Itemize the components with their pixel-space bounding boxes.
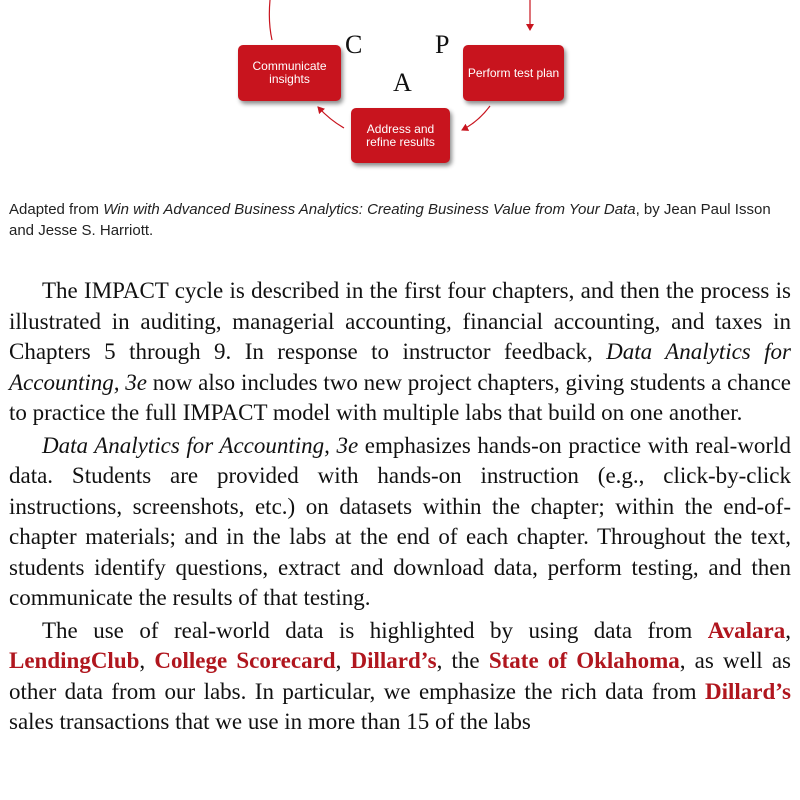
letter-p: P [435, 30, 450, 59]
p3-comma-3: , [335, 648, 351, 673]
paragraph-3 [9, 616, 791, 738]
link-state-of-oklahoma[interactable]: State of Oklahoma [488, 648, 680, 673]
p3-text-1: The use of real-world data is highlighted by using data from [42, 617, 708, 643]
p1-book-title: Data Analytics for Accounting, 3e [9, 339, 792, 395]
p3-text-3: , as well as other data from our labs. In particular, we emphasize the rich data from [9, 648, 791, 704]
p1-text-1: The IMPACT cycle is described in the first four chapters, and then the process is illustrated in auditing, managerial accounting, financial accounting, and taxes in Chapters 5 through 9. In response to instructor feedback, [9, 278, 791, 364]
letter-c: C [345, 30, 363, 59]
link-dillards-2[interactable]: Dillard’s [704, 678, 791, 704]
figure-caption [9, 199, 794, 241]
box-communicate-insights: Communicate insights [238, 45, 341, 101]
caption-prefix: Adapted from [9, 201, 104, 218]
letter-a: A [393, 68, 412, 97]
link-avalara[interactable]: Avalara [707, 617, 786, 643]
arrow-to-communicate [269, 0, 272, 40]
p2-text-1: emphasizes hands-on practice with real-world data. Students are provided with hands-on instruction (e.g., click-by-click instructions, screenshots, etc.) on datasets within the chapter; within the end-of-chapter materials; and in the labs at the end of each chapter. Throughout the text, students identify questions, extract and download data, perform testing, and then communicate the results of that testing. [9, 432, 791, 610]
p2-book-title: Data Analytics for Accounting, 3e [42, 432, 359, 458]
arrow-perform-to-address [462, 106, 490, 130]
arrow-address-to-communicate [318, 107, 344, 128]
paragraph-2 [9, 431, 791, 614]
caption-suffix: , by Jean Paul Isson and Jesse S. Harriott. [9, 201, 771, 239]
p3-text-4: sales transactions that we use in more than 15 of the labs [9, 709, 531, 734]
link-dillards[interactable]: Dillard’s [350, 648, 437, 673]
paragraph-1 [9, 276, 791, 429]
link-college-scorecard[interactable]: College Scorecard [154, 648, 336, 673]
p3-text-2: , the [436, 648, 489, 673]
p3-comma-2: , [139, 648, 155, 673]
box-address-refine-results: Address and refine results [351, 108, 450, 163]
p3-comma-1: , [785, 617, 791, 643]
link-lendingclub[interactable]: LendingClub [9, 648, 140, 673]
body-text [9, 276, 791, 740]
p1-text-2: now also includes two new project chapters, giving students a chance to practice the full IMPACT model with multiple labs that build on one another. [9, 369, 791, 425]
box-perform-test-plan: Perform test plan [463, 45, 564, 101]
impact-cycle-diagram [0, 0, 800, 180]
caption-book-title: Win with Advanced Business Analytics: Creating Business Value from Your Data [103, 201, 636, 218]
